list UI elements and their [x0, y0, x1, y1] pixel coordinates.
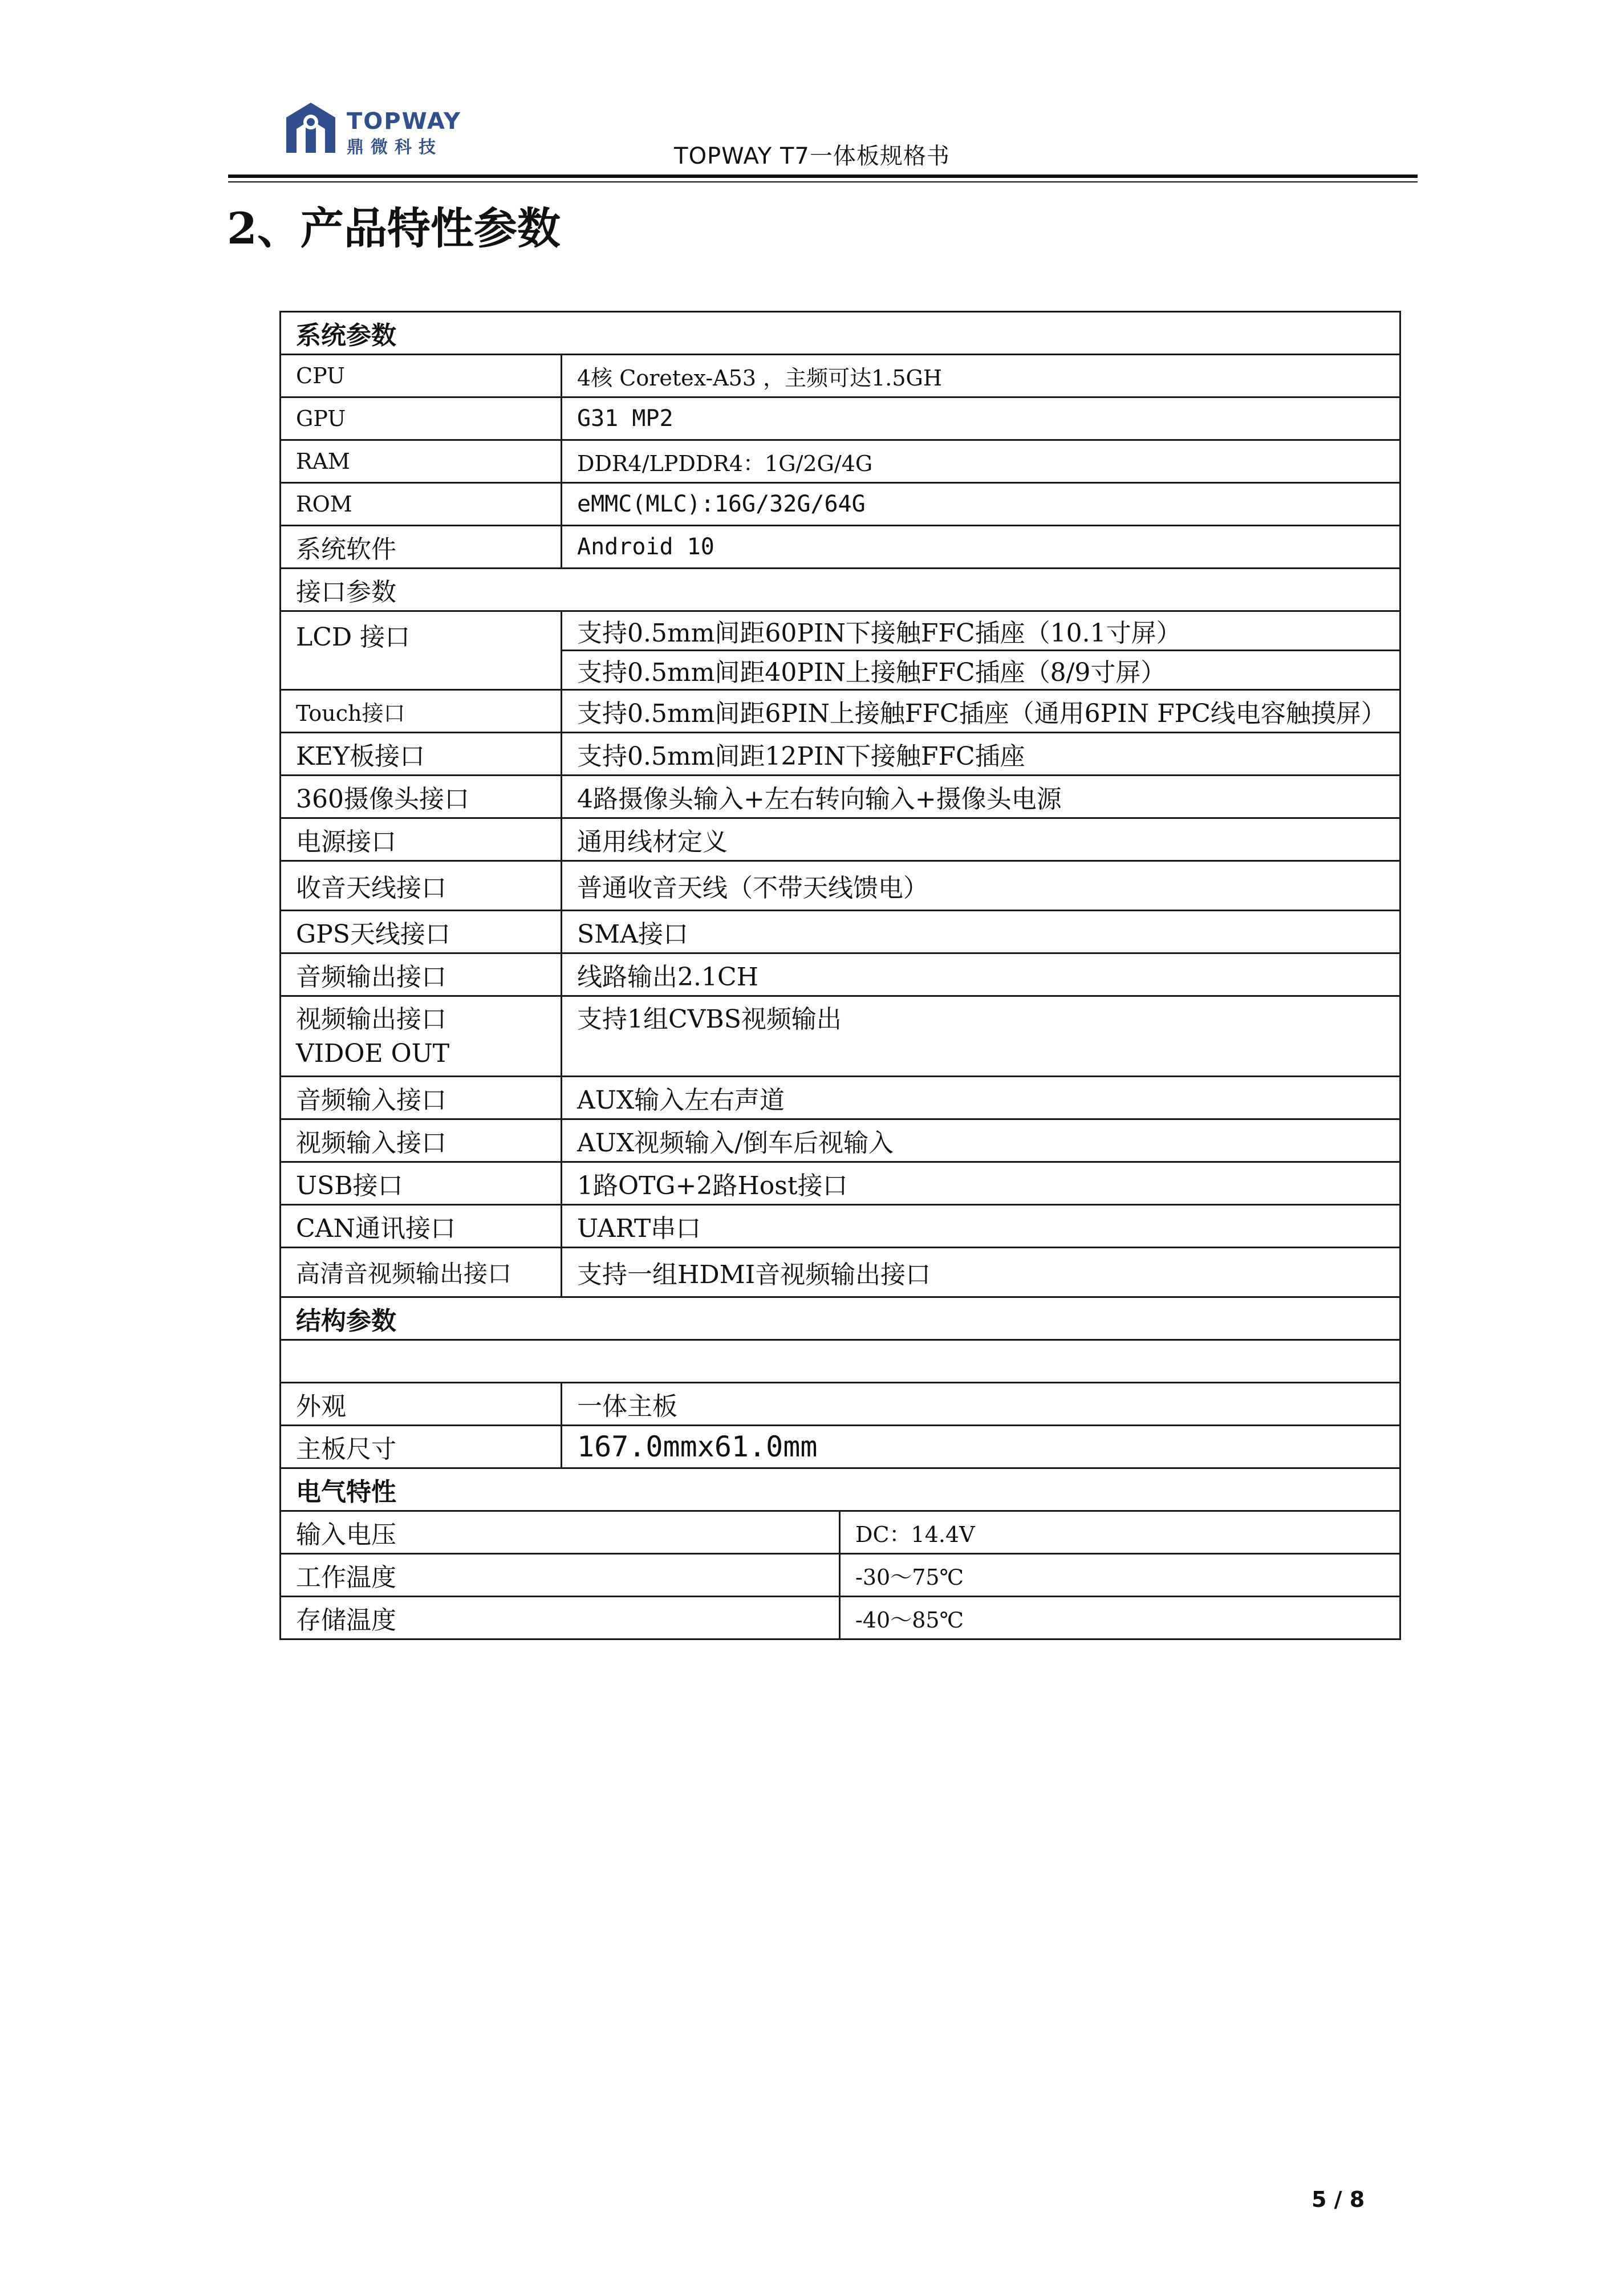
row-value: 4路摄像头输入+左右转向输入+摄像头电源	[562, 776, 1400, 818]
table-section-row	[281, 312, 1400, 355]
row-label: 音频输出接口	[281, 953, 562, 996]
table-section-row	[281, 1468, 1400, 1511]
row-value: 支持0.5mm间距12PIN下接触FFC插座	[562, 733, 1400, 776]
table-empty-row	[281, 1340, 1400, 1383]
row-label: USB接口	[281, 1162, 562, 1205]
row-label: 存储温度	[281, 1597, 840, 1639]
empty-cell	[281, 1340, 1400, 1383]
table-row	[281, 483, 1400, 526]
table-row	[281, 733, 1400, 776]
row-value: 一体主板	[562, 1383, 1400, 1426]
row-label: 高清音视频输出接口	[281, 1248, 562, 1297]
row-value: AUX视频输入/倒车后视输入	[562, 1119, 1400, 1162]
row-label: Touch接口	[281, 690, 562, 733]
table-row	[281, 1077, 1400, 1119]
section-title-structure: 结构参数	[281, 1297, 1400, 1340]
row-label: ROM	[281, 483, 562, 526]
row-label: CAN通讯接口	[281, 1205, 562, 1248]
section-title-electrical: 电气特性	[281, 1468, 1400, 1511]
row-label: 音频输入接口	[281, 1077, 562, 1119]
table-row	[281, 1383, 1400, 1426]
row-label: 主板尺寸	[281, 1426, 562, 1468]
row-value: -40～85℃	[840, 1597, 1400, 1639]
table-row	[281, 1554, 1400, 1597]
row-value: AUX输入左右声道	[562, 1077, 1400, 1119]
row-value: DC：14.4V	[840, 1511, 1400, 1554]
row-value: 线路输出2.1CH	[562, 953, 1400, 996]
row-label: GPS天线接口	[281, 911, 562, 953]
table-row	[281, 526, 1400, 569]
row-label-line: 视频输出接口	[296, 1005, 446, 1034]
row-label: RAM	[281, 440, 562, 483]
row-value-lcd-1: 支持0.5mm间距60PIN下接触FFC插座（10.1寸屏）	[562, 611, 1400, 651]
row-label: GPU	[281, 397, 562, 440]
header-rule-thin	[228, 181, 1418, 182]
row-label: 系统软件	[281, 526, 562, 569]
spec-table	[279, 311, 1401, 1640]
table-row	[281, 1597, 1400, 1639]
row-value: 普通收音天线（不带天线馈电）	[562, 861, 1400, 911]
table-row	[281, 953, 1400, 996]
row-label: 360摄像头接口	[281, 776, 562, 818]
row-value: G31 MP2	[562, 397, 1400, 440]
table-section-row	[281, 569, 1400, 611]
table-section-row	[281, 1297, 1400, 1340]
row-value-lcd-2: 支持0.5mm间距40PIN上接触FFC插座（8/9寸屏）	[562, 651, 1400, 690]
section-title-interface: 接口参数	[281, 569, 1400, 611]
table-row	[281, 1162, 1400, 1205]
table-row	[281, 1205, 1400, 1248]
row-value: DDR4/LPDDR4：1G/2G/4G	[562, 440, 1400, 483]
row-label-video-out	[281, 996, 562, 1077]
header-rule-thick	[228, 174, 1418, 178]
table-row	[281, 1119, 1400, 1162]
table-row	[281, 690, 1400, 733]
row-value: -30～75℃	[840, 1554, 1400, 1597]
row-value: 167.0mmx61.0mm	[562, 1426, 1400, 1468]
row-label: 视频输入接口	[281, 1119, 562, 1162]
row-label: KEY板接口	[281, 733, 562, 776]
row-value: 1路OTG+2路Host接口	[562, 1162, 1400, 1205]
row-label: 输入电压	[281, 1511, 840, 1554]
row-value: 支持一组HDMI音视频输出接口	[562, 1248, 1400, 1297]
row-value: SMA接口	[562, 911, 1400, 953]
row-value: 通用线材定义	[562, 818, 1400, 861]
section-title-system: 系统参数	[281, 312, 1400, 355]
table-row	[281, 776, 1400, 818]
row-label: 电源接口	[281, 818, 562, 861]
row-value: 4核 Coretex-A53 ，主频可达1.5GH	[562, 355, 1400, 397]
table-row	[281, 1426, 1400, 1468]
row-label: CPU	[281, 355, 562, 397]
logo-text-en: TOPWAY	[347, 108, 462, 135]
row-value: Android 10	[562, 526, 1400, 569]
table-row	[281, 440, 1400, 483]
row-value: 支持0.5mm间距6PIN上接触FFC插座（通用6PIN FPC线电容触摸屏）	[562, 690, 1400, 733]
table-row	[281, 1248, 1400, 1297]
row-label: 收音天线接口	[281, 861, 562, 911]
table-row	[281, 611, 1400, 651]
row-value: UART串口	[562, 1205, 1400, 1248]
table-row	[281, 1511, 1400, 1554]
table-row	[281, 397, 1400, 440]
table-row	[281, 818, 1400, 861]
row-label-line: VIDOE OUT	[296, 1039, 450, 1068]
table-row	[281, 355, 1400, 397]
row-value: eMMC(MLC):16G/32G/64G	[562, 483, 1400, 526]
row-value: 支持1组CVBS视频输出	[562, 996, 1400, 1077]
section-heading: 2、产品特性参数	[227, 203, 561, 254]
logo-text-cn: 鼎微科技	[347, 137, 442, 157]
page-number: 5 / 8	[1312, 2187, 1365, 2212]
row-label: 工作温度	[281, 1554, 840, 1597]
row-label-lcd: LCD 接口	[281, 611, 562, 690]
row-label: 外观	[281, 1383, 562, 1426]
document-title: TOPWAY T7一体板规格书	[674, 143, 950, 169]
table-row	[281, 861, 1400, 911]
table-row	[281, 996, 1400, 1077]
table-row	[281, 911, 1400, 953]
